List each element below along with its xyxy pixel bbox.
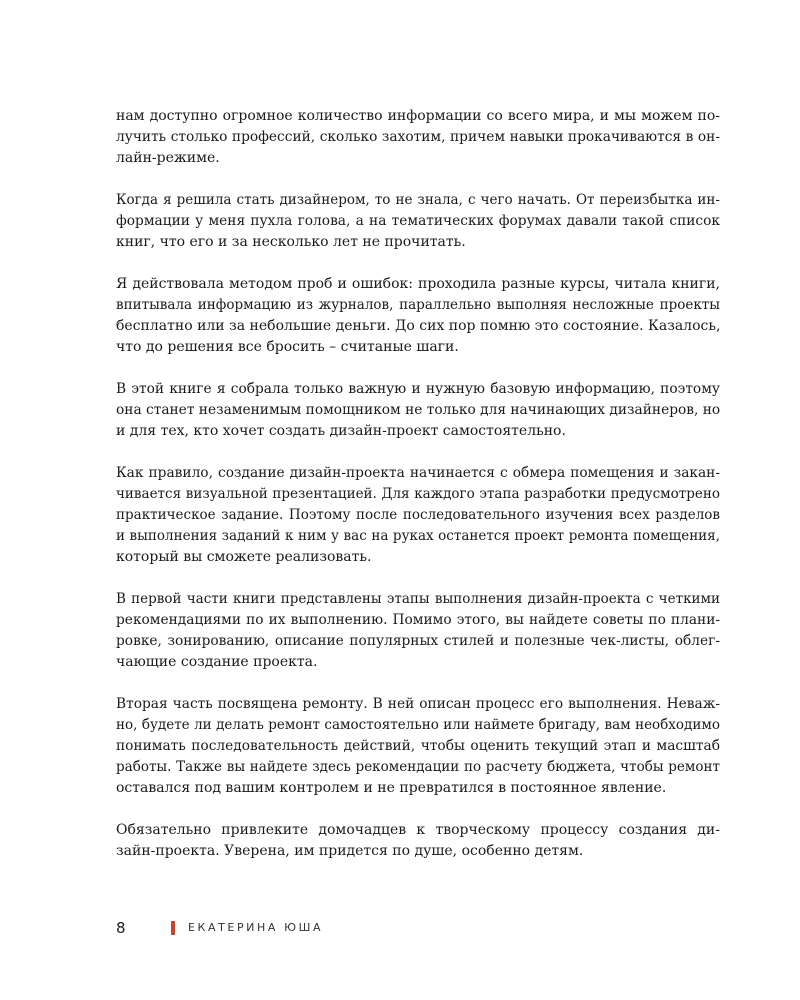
- page-footer: [116, 918, 516, 938]
- text-line: зайн-проекта. Уверена, им придется по душе, особенно детям.: [116, 843, 584, 859]
- text-line: который вы сможете реализовать.: [116, 549, 372, 565]
- text-line: ровке, зонированию, описание популярных стилей и полезные чек-листы, облег-: [116, 633, 720, 649]
- paragraph: [116, 694, 720, 799]
- text-line: оставался под вашим контролем и не превратился в постоянное явление.: [116, 780, 667, 796]
- text-line: В первой части книги представлены этапы выполнения дизайн-проекта с четкими: [116, 591, 720, 607]
- text-line: Я действовала методом проб и ошибок: проходила разные курсы, читала книги,: [116, 276, 720, 292]
- paragraph: [116, 106, 720, 169]
- paragraph: [116, 379, 720, 442]
- text-line: лучить столько профессий, сколько захотим, причем навыки прокачиваются в он-: [116, 129, 720, 145]
- text-line: что до решения все бросить – считаные шаги.: [116, 339, 459, 355]
- text-line: она станет незаменимым помощником не только для начинающих дизайнеров, но: [116, 402, 721, 418]
- text-line: книг, что его и за несколько лет не прочитать.: [116, 234, 466, 250]
- text-line: чающие создание проекта.: [116, 654, 318, 670]
- text-line: формации у меня пухла голова, а на тематических форумах давали такой список: [116, 213, 720, 229]
- text-line: чивается визуальной презентацией. Для каждого этапа разработки предусмотрено: [116, 486, 720, 502]
- text-line: Как правило, создание дизайн-проекта начинается с обмера помещения и закан-: [116, 465, 720, 481]
- text-line: бесплатно или за небольшие деньги. До сих пор помню это состояние. Казалось,: [116, 318, 721, 334]
- text-line: Обязательно привлеките домочадцев к творческому процессу создания ди-: [116, 822, 720, 838]
- paragraph: [116, 463, 720, 568]
- text-line: понимать последовательность действий, чтобы оценить текущий этап и масштаб: [116, 738, 720, 754]
- text-line: В этой книге я собрала только важную и нужную базовую информацию, поэтому: [116, 381, 720, 397]
- text-line: работы. Также вы найдете здесь рекомендации по расчету бюджета, чтобы ремонт: [116, 759, 720, 775]
- paragraph: [116, 190, 720, 253]
- text-line: лайн-режиме.: [116, 150, 220, 166]
- text-line: Вторая часть посвящена ремонту. В ней описан процесс его выполнения. Неваж-: [116, 696, 720, 712]
- text-line: практическое задание. Поэтому после последовательного изучения всех разделов: [116, 507, 720, 523]
- page-number: 8: [116, 919, 126, 937]
- body-text: [116, 106, 720, 883]
- text-line: Когда я решила стать дизайнером, то не знала, с чего начать. От переизбытка ин-: [116, 192, 720, 208]
- text-line: нам доступно огромное количество информации со всего мира, и мы можем по-: [116, 108, 720, 124]
- text-line: но, будете ли делать ремонт самостоятельно или наймете бригаду, вам необходимо: [116, 717, 720, 733]
- text-line: и для тех, кто хочет создать дизайн-проект самостоятельно.: [116, 423, 566, 439]
- paragraph: [116, 589, 720, 673]
- text-line: впитывала информацию из журналов, параллельно выполняя несложные проекты: [116, 297, 720, 313]
- paragraph: [116, 274, 720, 358]
- footer-accent-bar: [171, 921, 175, 935]
- text-line: рекомендациями по их выполнению. Помимо этого, вы найдете советы по плани-: [116, 612, 720, 628]
- text-line: и выполнения заданий к ним у вас на руках останется проект ремонта помещения,: [116, 528, 720, 544]
- author-name: ЕКАТЕРИНА ЮША: [188, 921, 324, 934]
- paragraph: [116, 820, 720, 862]
